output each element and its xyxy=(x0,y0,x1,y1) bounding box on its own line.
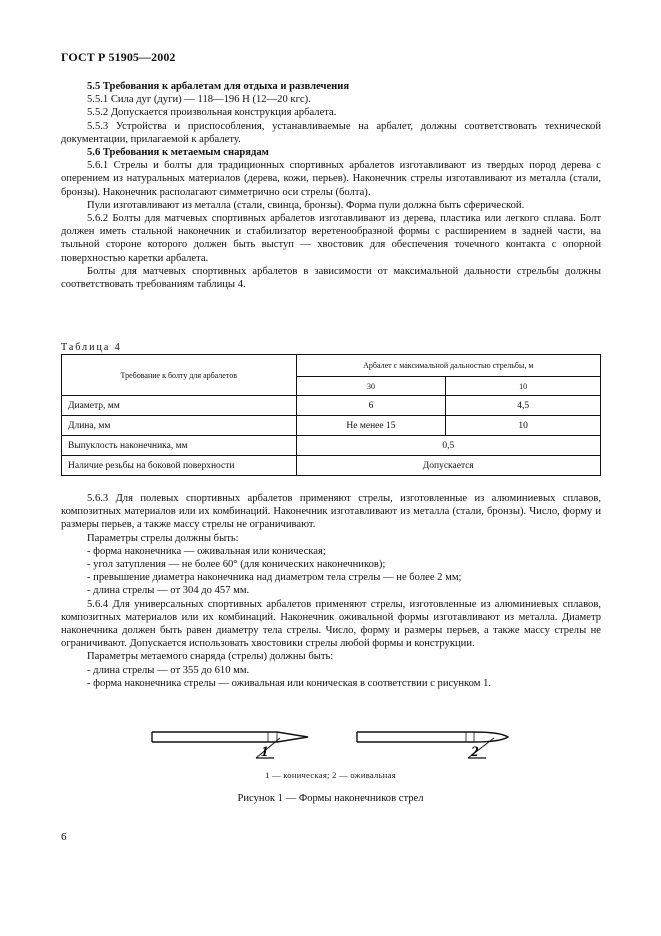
section-5-6-heading: 5.6 Требования к метаемым снарядам xyxy=(87,147,269,159)
table-group-header: Арбалет с максимальной дальностью стрельбы, м xyxy=(296,355,600,377)
paragraph-5-6-2: 5.6.2 Болты для матчевых спортивных арбалетов изготавливают из дерева, пластика или легкого сплава. Болт должен иметь стальной наконечник и стабилизатор веретенообразной формы с расширением в задней части, на тыльной стороне которого должен быть выступ — хвостовик для обеспечения точечного контакта с опорной поверхностью каретки арбалета. xyxy=(61,213,601,264)
table-subheader-10: 10 xyxy=(446,377,601,396)
paragraph-match-bolts: Болты для матчевых спортивных арбалетов в зависимости от максимальной дальности стрельбы должны соответствовать требованиям таблицы 4. xyxy=(61,265,601,291)
paragraph-5-6-1: 5.6.1 Стрелы и болты для традиционных спортивных арбалетов изготавливают из твердых пород дерева с оперением из натуральных материалов (дерева, кожи, перьев). Наконечник стрелы изготавливают из металла (стали, бронзы). Наконечник располагают симметрично оси стрелы (болта). xyxy=(61,160,601,198)
table-cell: 6 xyxy=(296,396,446,416)
list-item: - длина стрелы — от 304 до 457 мм. xyxy=(87,585,250,597)
lower-text-block xyxy=(61,492,601,690)
table-column-label: Требование к болту для арбалетов xyxy=(62,355,297,396)
table-cell: Выпуклость наконечника, мм xyxy=(62,436,297,456)
table-subheader-30: 30 xyxy=(296,377,446,396)
table-4 xyxy=(61,354,601,476)
table-cell: Диаметр, мм xyxy=(62,396,297,416)
page-number: 6 xyxy=(61,831,67,843)
projectile-params-intro: Параметры метаемого снаряда (стрелы) должны быть: xyxy=(87,651,334,663)
table-row xyxy=(62,396,601,416)
conical-arrow-drawing xyxy=(152,732,308,758)
table-cell: Не менее 15 xyxy=(296,416,446,436)
table-cell: Наличие резьбы на боковой поверхности xyxy=(62,456,297,476)
list-item: - форма наконечника стрелы — оживальная или коническая в соответствии с рисунком 1. xyxy=(87,677,492,689)
arrow-tips-figure xyxy=(150,718,510,766)
figure-title: Рисунок 1 — Формы наконечников стрел xyxy=(237,793,424,804)
document-header: ГОСТ Р 51905—2002 xyxy=(61,50,176,64)
table-row xyxy=(62,416,601,436)
list-item: - длина стрелы — от 355 до 610 мм. xyxy=(87,664,250,676)
paragraph-5-5-3: 5.5.3 Устройства и приспособления, устанавливаемые на арбалет, должны соответствовать технической документации, прилагаемой к арбалету. xyxy=(61,120,601,145)
section-5-5-heading: 5.5 Требования к арбалетам для отдыха и развлечения xyxy=(87,81,350,92)
list-item: - форма наконечника — оживальная или коническая; xyxy=(87,545,326,557)
figure-label-1: 1 xyxy=(261,744,269,760)
table-row xyxy=(62,436,601,456)
table-cell: 10 xyxy=(446,416,601,436)
paragraph-bullets: Пули изготавливают из металла (стали, свинца, бронзы). Форма пули должна быть сферической. xyxy=(87,199,525,211)
arrow-params-intro: Параметры стрелы должны быть: xyxy=(87,532,239,544)
figure-legend: 1 — коническая; 2 — оживальная xyxy=(265,770,396,780)
paragraph-5-6-4: 5.6.4 Для универсальных спортивных арбалетов применяют стрелы, изготовленные из алюминиевых сплавов, композитных материалов или их комбинаций. Наконечник оживальной формы изготавливают из металла. Диаметр наконечника должен быть равен диаметру тела стрелы. Число, форму и размеры перьев, а также массу стрелы не ограничивают. Допускается использовать хвостовики стрелы любой формы и конструкции. xyxy=(61,598,601,650)
list-item: - угол затупления — не более 60° (для конических наконечников); xyxy=(87,559,386,571)
paragraph-5-5-2: 5.5.2 Допускается произвольная конструкция арбалета. xyxy=(87,107,337,119)
figure-label-2: 2 xyxy=(471,744,479,760)
table-cell: Допускается xyxy=(296,456,600,476)
table-row xyxy=(62,456,601,476)
list-item: - превышение диаметра наконечника над диаметром тела стрелы — не более 2 мм; xyxy=(87,572,462,584)
main-text-block xyxy=(61,80,601,291)
paragraph-5-5-1: 5.5.1 Сила дуг (дуги) — 118—196 Н (12—20 кгс). xyxy=(87,94,311,106)
ogival-arrow-drawing xyxy=(357,732,508,758)
table-cell: 4,5 xyxy=(446,396,601,416)
table-cell: 0,5 xyxy=(296,436,600,456)
table-cell: Длина, мм xyxy=(62,416,297,436)
table-caption: Таблица 4 xyxy=(61,342,122,353)
paragraph-5-6-3: 5.6.3 Для полевых спортивных арбалетов применяют стрелы, изготовленные из алюминиевых сплавов, композитных материалов или их комбинаций. Наконечник изготавливают из металла (стали, бронзы). Число, форму и размеры перьев, а также массу стрелы не ограничивают. xyxy=(61,493,601,531)
